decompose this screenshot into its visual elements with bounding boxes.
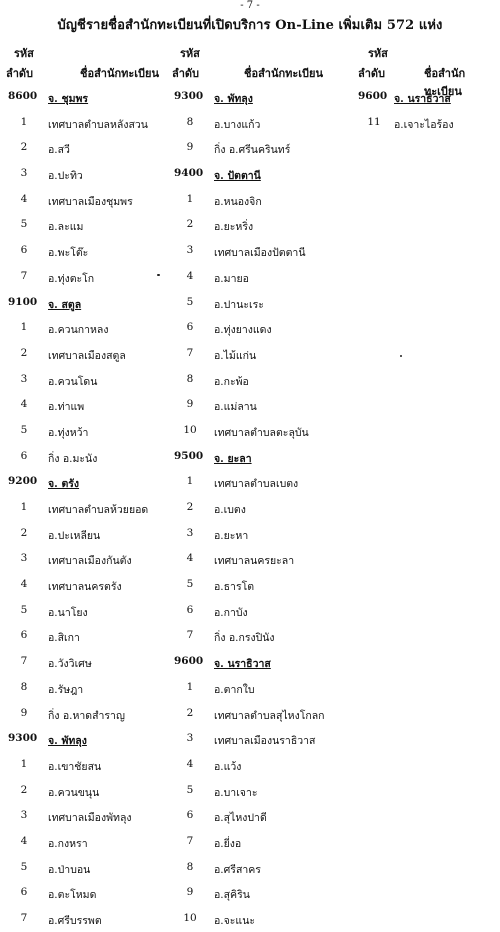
office-row xyxy=(172,880,344,906)
office-row xyxy=(6,752,176,778)
office-name: อ.เจาะไอร้อง xyxy=(394,118,454,131)
office-name: อ.ศรีสาคร xyxy=(214,863,261,876)
column-1 xyxy=(6,42,176,932)
row-list xyxy=(6,84,176,932)
office-name: อ.สุคิริน xyxy=(214,889,250,902)
office-number: 8 xyxy=(20,680,28,693)
office-row xyxy=(6,341,176,367)
office-name: อ.แม่ลาน xyxy=(214,401,257,414)
office-row xyxy=(6,675,176,701)
office-number: 7 xyxy=(186,834,194,847)
office-row xyxy=(6,880,176,906)
office-row xyxy=(6,135,176,161)
office-name: อ.ทุ่งหว้า xyxy=(48,426,89,439)
office-name: อ.รัษฎา xyxy=(48,683,84,696)
office-row xyxy=(346,110,500,136)
office-name: อ.กาบัง xyxy=(214,606,248,619)
office-number: 7 xyxy=(20,655,28,668)
office-number: 9 xyxy=(20,706,28,719)
office-name: อ.สวี xyxy=(48,144,70,157)
office-number: 5 xyxy=(186,295,194,308)
office-number: 2 xyxy=(186,501,194,513)
office-number: 6 xyxy=(20,886,28,899)
header-row xyxy=(172,60,344,84)
office-number: 5 xyxy=(20,423,28,436)
office-name: เทศบาลเมืองปัตตานี xyxy=(214,247,306,260)
office-row xyxy=(6,546,176,572)
office-name: อ.ศรีบรรพต xyxy=(48,915,102,927)
office-name: อ.ตะโหมด xyxy=(48,889,97,902)
province-code: 9300 xyxy=(174,90,204,102)
office-number: 7 xyxy=(186,629,194,642)
office-name: อ.ท่าแพ xyxy=(48,401,85,414)
office-number: 9 xyxy=(186,398,194,411)
office-name: กิ่ง อ.ศรีนครินทร์ xyxy=(214,144,291,157)
office-name: อ.ปะทิว xyxy=(48,170,83,183)
row-list xyxy=(346,84,500,135)
province-row xyxy=(6,290,176,316)
office-name: เทศบาลเมืองชุมพร xyxy=(48,195,133,208)
row-list xyxy=(172,84,344,932)
province-row xyxy=(172,649,344,675)
office-name: อ.ควนขนุน xyxy=(48,786,100,799)
office-row xyxy=(6,315,176,341)
office-row xyxy=(172,135,344,161)
order-label: ลำดับ xyxy=(358,67,386,80)
office-row xyxy=(6,161,176,187)
office-number: 5 xyxy=(20,860,28,873)
office-name: กิ่ง อ.มะนัง xyxy=(48,452,98,465)
office-name: อ.นาโยง xyxy=(48,606,88,619)
province-name: จ. พัทลุง xyxy=(214,93,253,105)
office-row xyxy=(6,649,176,675)
office-name: อ.แว้ง xyxy=(214,760,242,773)
office-row xyxy=(172,110,344,136)
province-code: 8600 xyxy=(8,90,38,102)
office-name: อ.สุไหงปาดี xyxy=(214,812,267,825)
office-row xyxy=(6,110,176,136)
office-number: 3 xyxy=(186,526,194,539)
office-number: 10 xyxy=(183,912,197,924)
office-row xyxy=(172,290,344,316)
office-name: อ.ตากใบ xyxy=(214,683,255,696)
office-name: อ.กะพ้อ xyxy=(214,375,249,388)
office-row xyxy=(172,752,344,778)
office-row xyxy=(172,187,344,213)
office-row xyxy=(172,726,344,752)
province-row xyxy=(346,84,500,110)
province-code: 9600 xyxy=(174,655,204,668)
office-row xyxy=(172,701,344,727)
office-name: อ.เขาชัยสน xyxy=(48,760,102,773)
office-number: 2 xyxy=(20,783,28,796)
office-number: 6 xyxy=(186,321,194,334)
office-number: 8 xyxy=(186,860,194,873)
office-number: 4 xyxy=(186,757,194,770)
office-number: 3 xyxy=(20,372,28,385)
office-row xyxy=(172,264,344,290)
office-number: 8 xyxy=(186,372,194,385)
office-number: 3 xyxy=(186,732,194,745)
office-row xyxy=(172,803,344,829)
office-name: เทศบาลตำบลสุไหงโกลก xyxy=(214,709,325,722)
page-number: - 7 - xyxy=(240,0,260,11)
office-name: อ.บางแก้ว xyxy=(214,118,261,131)
office-name: อ.พะโต๊ะ xyxy=(48,247,89,260)
office-row xyxy=(172,778,344,804)
office-row xyxy=(6,521,176,547)
office-name: อ.จะแนะ xyxy=(214,915,256,927)
office-number: 8 xyxy=(186,115,194,128)
province-code: 9100 xyxy=(8,295,38,308)
column-3 xyxy=(346,42,500,135)
office-number: 6 xyxy=(186,603,194,616)
office-number: 1 xyxy=(20,321,28,334)
office-row xyxy=(172,546,344,572)
office-row xyxy=(172,623,344,649)
office-number: 2 xyxy=(20,346,28,359)
office-name: อ.ยี่งอ xyxy=(214,837,242,850)
office-number: 1 xyxy=(186,680,194,693)
province-code: 9200 xyxy=(8,475,38,488)
office-name: อ.ยะหา xyxy=(214,529,249,542)
code-label: รหัส xyxy=(180,47,200,60)
office-number: 6 xyxy=(20,449,28,462)
province-name: จ. ตรัง xyxy=(48,478,80,491)
province-name: จ. พัทลุง xyxy=(48,735,87,748)
office-number: 2 xyxy=(20,526,28,539)
province-name: จ. นราธิวาส xyxy=(394,93,451,105)
office-row xyxy=(6,803,176,829)
office-number: 7 xyxy=(186,346,194,359)
office-row xyxy=(6,623,176,649)
office-name: อ.หนองจิก xyxy=(214,195,262,208)
province-name: จ. สตูล xyxy=(48,298,82,311)
office-number: 4 xyxy=(186,552,194,565)
office-name: อ.ทุ่งตะโก xyxy=(48,272,95,285)
office-row xyxy=(172,829,344,855)
office-number: 11 xyxy=(367,115,381,128)
office-number: 1 xyxy=(20,115,28,128)
header-code-row xyxy=(6,42,176,60)
office-number: 4 xyxy=(20,192,28,205)
province-code: 9300 xyxy=(8,732,38,745)
office-name: เทศบาลเมืองสตูล xyxy=(48,349,126,362)
office-number: 4 xyxy=(20,834,28,847)
office-row xyxy=(6,855,176,881)
office-number: 3 xyxy=(186,244,194,257)
office-name: เทศบาลนครยะลา xyxy=(214,555,295,568)
office-number: 3 xyxy=(20,552,28,565)
name-label: ชื่อสำนักทะเบียน xyxy=(244,67,324,80)
office-row xyxy=(172,906,344,932)
header-code-row xyxy=(172,42,344,60)
office-row xyxy=(172,418,344,444)
office-name: กิ่ง อ.กรงปินัง xyxy=(214,632,275,645)
office-number: 2 xyxy=(186,218,194,231)
office-row xyxy=(6,418,176,444)
office-name: อ.ป่าบอน xyxy=(48,863,91,876)
office-name: อ.มายอ xyxy=(214,272,249,285)
office-row xyxy=(172,238,344,264)
province-name: จ. ปัตตานี xyxy=(214,170,261,183)
office-number: 3 xyxy=(20,809,28,822)
province-row xyxy=(172,444,344,470)
office-number: 4 xyxy=(20,398,28,411)
office-number: 9 xyxy=(186,141,194,154)
office-number: 1 xyxy=(20,501,28,513)
office-number: 9 xyxy=(186,886,194,899)
office-name: อ.ควนโดน xyxy=(48,375,98,388)
scan-speck xyxy=(400,355,402,357)
office-name: อ.ปะเหลียน xyxy=(48,529,101,542)
office-row xyxy=(172,855,344,881)
office-row xyxy=(6,392,176,418)
province-row xyxy=(6,726,176,752)
office-number: 2 xyxy=(20,141,28,154)
office-row xyxy=(6,572,176,598)
office-row xyxy=(6,187,176,213)
office-row xyxy=(6,264,176,290)
office-number: 2 xyxy=(186,706,194,719)
office-number: 6 xyxy=(20,244,28,257)
office-number: 7 xyxy=(20,912,28,924)
office-row xyxy=(6,778,176,804)
province-row xyxy=(6,84,176,110)
office-row xyxy=(6,598,176,624)
office-number: 1 xyxy=(186,192,194,205)
province-name: จ. นราธิวาส xyxy=(214,658,271,671)
name-label: ชื่อสำนักทะเบียน xyxy=(424,67,466,98)
header-code-row xyxy=(346,42,500,60)
office-row xyxy=(6,367,176,393)
office-name: เทศบาลตำบลเบตง xyxy=(214,478,299,491)
office-name: อ.เบตง xyxy=(214,504,246,516)
office-name: อ.ธารโต xyxy=(214,581,255,594)
office-name: เทศบาลตำบลตะลุบัน xyxy=(214,426,309,439)
office-name: อ.กงหรา xyxy=(48,837,88,850)
column-2 xyxy=(172,42,344,932)
office-row xyxy=(172,521,344,547)
office-row xyxy=(6,212,176,238)
office-row xyxy=(172,212,344,238)
office-name: เทศบาลตำบลห้วยยอด xyxy=(48,504,149,516)
office-name: เทศบาลเมืองพัทลุง xyxy=(48,812,132,825)
office-name: เทศบาลนครตรัง xyxy=(48,581,122,594)
name-label: ชื่อสำนักทะเบียน xyxy=(80,67,160,80)
office-name: อ.สิเกา xyxy=(48,632,80,645)
office-name: อ.บาเจาะ xyxy=(214,786,258,799)
office-row xyxy=(172,598,344,624)
office-number: 6 xyxy=(20,629,28,642)
office-row xyxy=(6,444,176,470)
office-row xyxy=(6,701,176,727)
province-name: จ. ยะลา xyxy=(214,452,252,465)
code-label: รหัส xyxy=(368,47,388,60)
office-number: 5 xyxy=(186,783,194,796)
office-row xyxy=(6,495,176,521)
office-row xyxy=(172,367,344,393)
header-row xyxy=(6,60,176,84)
office-row xyxy=(6,238,176,264)
office-number: 5 xyxy=(20,218,28,231)
office-row xyxy=(172,495,344,521)
province-row xyxy=(172,84,344,110)
office-number: 1 xyxy=(186,475,194,488)
province-row xyxy=(172,161,344,187)
office-name: อ.ยะหริ่ง xyxy=(214,221,254,234)
page-title: บัญชีรายชื่อสำนักทะเบียนที่เปิดบริการ On-Line เพิ่มเติม 572 แห่ง xyxy=(57,18,443,33)
office-row xyxy=(172,341,344,367)
order-label: ลำดับ xyxy=(172,67,200,80)
province-code: 9500 xyxy=(174,449,204,462)
office-name: เทศบาลเมืองกันตัง xyxy=(48,555,132,568)
office-number: 5 xyxy=(186,578,194,591)
office-row xyxy=(172,469,344,495)
office-name: อ.วังวิเศษ xyxy=(48,658,92,671)
office-row xyxy=(6,829,176,855)
code-label: รหัส xyxy=(14,47,34,60)
scan-speck xyxy=(157,274,160,276)
office-number: 4 xyxy=(20,578,28,591)
office-name: อ.ไม้แก่น xyxy=(214,349,257,362)
office-number: 6 xyxy=(186,809,194,822)
office-name: กิ่ง อ.หาดสำราญ xyxy=(48,709,125,722)
province-code: 9600 xyxy=(358,90,388,102)
office-number: 1 xyxy=(20,757,28,770)
office-name: อ.ควนกาหลง xyxy=(48,324,109,337)
office-number: 7 xyxy=(20,269,28,282)
office-number: 3 xyxy=(20,167,28,180)
order-label: ลำดับ xyxy=(6,67,34,80)
province-code: 9400 xyxy=(174,167,204,180)
office-number: 5 xyxy=(20,603,28,616)
office-row xyxy=(6,906,176,932)
office-name: เทศบาลเมืองนราธิวาส xyxy=(214,735,316,748)
office-number: 4 xyxy=(186,269,194,282)
office-row xyxy=(172,315,344,341)
office-name: อ.ปานะเระ xyxy=(214,298,264,311)
office-row xyxy=(172,392,344,418)
office-row xyxy=(172,572,344,598)
province-row xyxy=(6,469,176,495)
province-name: จ. ชุมพร xyxy=(48,93,89,105)
office-name: อ.ละแม xyxy=(48,221,84,234)
office-number: 10 xyxy=(183,423,197,436)
office-name: เทศบาลตำบลหลังสวน xyxy=(48,118,148,131)
office-row xyxy=(172,675,344,701)
office-name: อ.ทุ่งยางแดง xyxy=(214,324,272,337)
